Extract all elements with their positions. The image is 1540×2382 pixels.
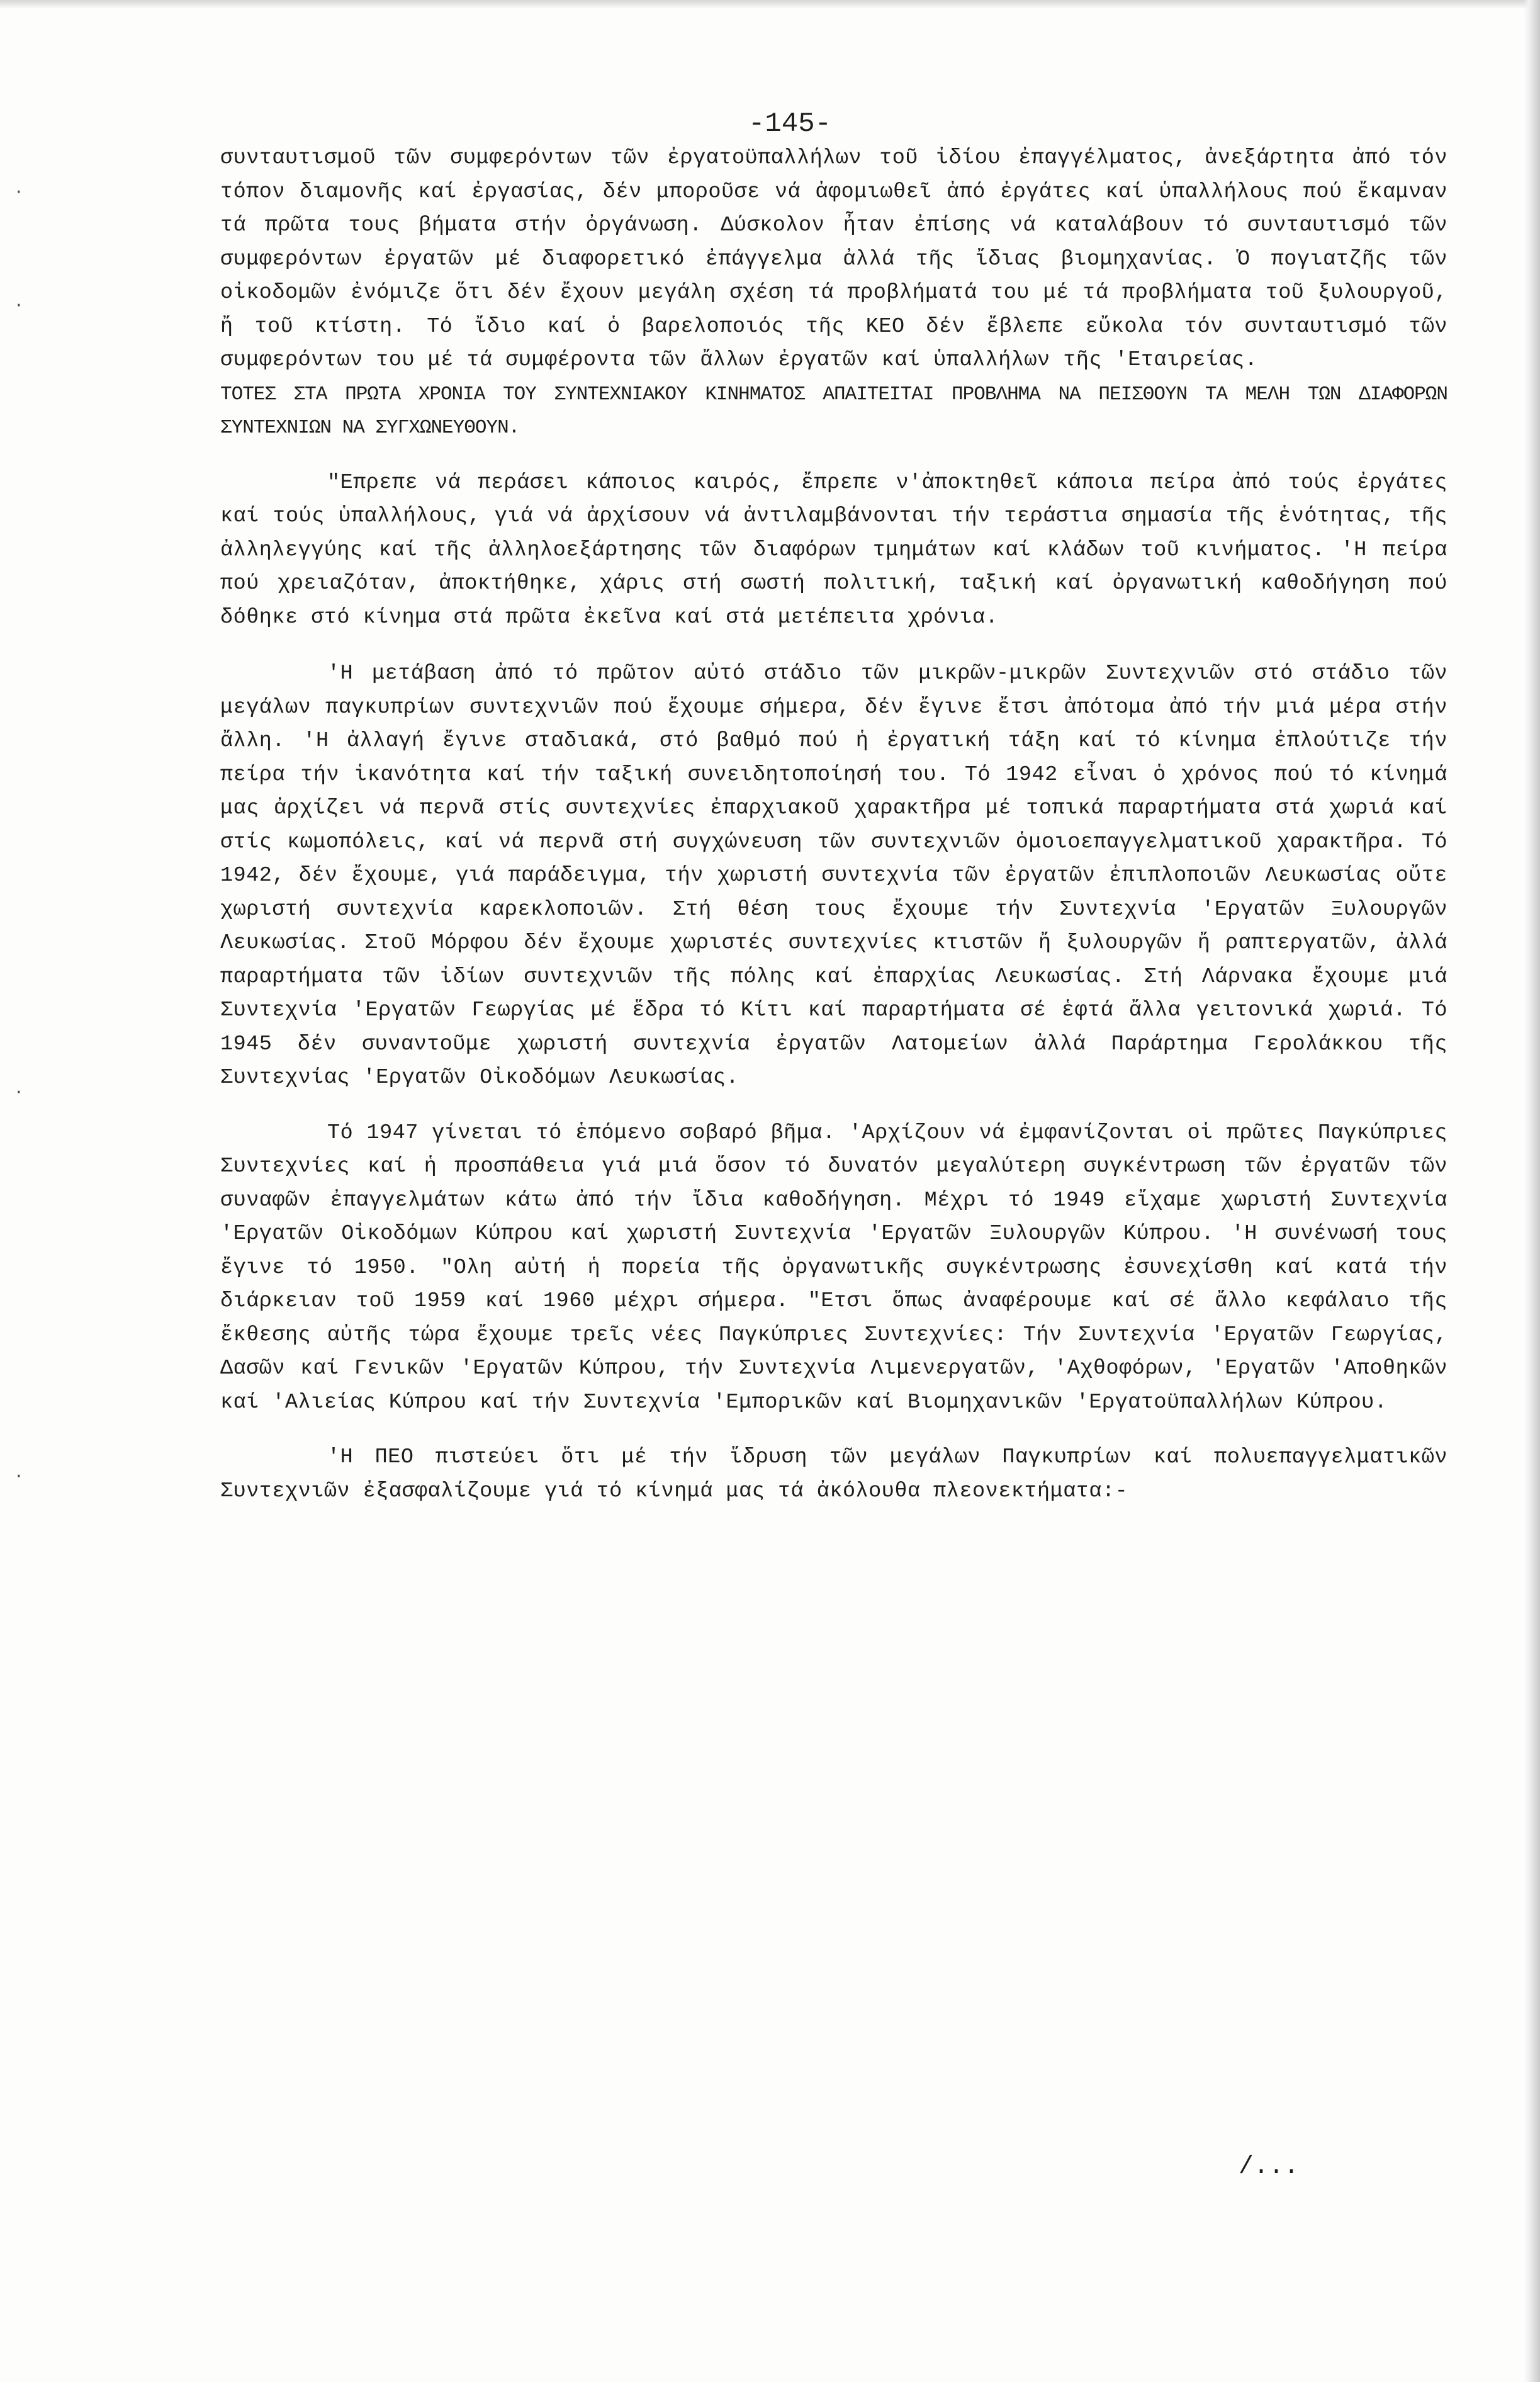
margin-punch-mark: · [14,1083,24,1102]
scan-edge-top [0,0,1540,9]
margin-punch-mark: · [14,1467,24,1486]
margin-punch-mark: · [14,296,24,315]
paragraph-4: 'Η μετάβαση ἀπό τό πρῶτον αὐτό στάδιο τῶν μικρῶν-μικρῶν Συντεχνιῶν στό στάδιο τῶν μεγάλων παγκυπρίων συντεχνιῶν πού ἔχουμε σήμερα, δέν ἔγινε ἔτσι ἀπότομα ἀπό τήν μιά μέρα στήν ἄλλη. 'Η ἀλλαγή ἔγινε σταδιακά, στό βαθμό πού ἡ ἐργατική τάξη καί τό κίνημα ἐπλούτιζε τήν πείρα τήν ἱκανότητα καί τήν ταξική συνειδητοποίησή του. Τό 1942 εἶναι ὁ χρόνος πού τό κίνημά μας ἀρχίζει νά περνᾶ στίς συντεχνίες ἐπαρχιακοῦ χαρακτῆρα μέ τοπικά παραρτήματα στά χωριά καί στίς κωμοπόλεις, καί νά περνᾶ στή συγχώνευση τῶν συντεχνιῶν ὁμοιοεπαγγελματικοῦ χαρακτῆρα. Τό 1942, δέν ἔχουμε, γιά παράδειγμα, τήν χωριστή συντεχνία τῶν ἐργατῶν ἐπιπλοποιῶν Λευκωσίας οὔτε χωριστή συντεχνία καρεκλοποιῶν. Στή θέση τους ἔχουμε τήν Συντεχνία 'Εργατῶν Ξυλουργῶν Λευκωσίας. Στοῦ Μόρφου δέν ἔχουμε χωριστές συντεχνίες κτιστῶν ἤ ξυλουργῶν ἤ ραπτεργατῶν, ἀλλά παραρτήματα τῶν ἰδίων συντεχνιῶν τῆς πόλης καί ἐπαρχίας Λευκωσίας. Στή Λάρνακα ἔχουμε μιά Συντεχνία 'Εργατῶν Γεωργίας μέ ἕδρα τό Κίτι καί παραρτήματα σέ ἑφτά ἄλλα γειτονικά χωριά. Τό 1945 δέν συναντοῦμε χωριστή συντεχνία ἐργατῶν Λατομείων ἀλλά Παράρτημα Γερολάκκου τῆς Συντεχνίας 'Εργατῶν Οἰκοδόμων Λευκωσίας. [220,662,1447,1090]
paragraph-6: 'Η ΠΕΟ πιστεύει ὅτι μέ τήν ἵδρυση τῶν μεγάλων Παγκυπρίων καί πολυεπαγγελματικῶν Συντεχνιῶν ἐξασφαλίζουμε γιά τό κίνημά μας τά ἀκόλουθα πλεονεκτήματα:- [220,1445,1447,1503]
paragraph-5: Τό 1947 γίνεται τό ἑπόμενο σοβαρό βῆμα. 'Αρχίζουν νά ἐμφανίζονται οἱ πρῶτες Παγκύπριες Συντεχνίες καί ἡ προσπάθεια γιά μιά ὅσον τό δυνατόν μεγαλύτερη συγκέντρωση τῶν ἐργατῶν τῶν συναφῶν ἐπαγγελμάτων κάτω ἀπό τήν ἴδια καθοδήγηση. Μέχρι τό 1949 εἴχαμε χωριστή Συντεχνία 'Εργατῶν Οἰκοδόμων Κύπρου καί χωριστή Συντεχνία 'Εργατῶν Ξυλουργῶν Κύπρου. 'Η συνένωσή τους ἔγινε τό 1950. "Ολη αὐτή ἡ πορεία τῆς ὀργανωτικῆς συγκέντρωσης ἐσυνεχίσθη καί κατά τήν διάρκειαν τοῦ 1959 καί 1960 μέχρι σήμερα. "Ετσι ὅπως ἀναφέρουμε καί σέ ἄλλο κεφάλαιο τῆς ἔκθεσης αὐτῆς τώρα ἔχουμε τρεῖς νέες Παγκύπριες Συντεχνίες: Τήν Συντεχνία 'Εργατῶν Γεωργίας, Δασῶν καί Γενικῶν 'Εργατῶν Κύπρου, τήν Συντεχνία Λιμενεργατῶν, 'Αχθοφόρων, 'Εργατῶν 'Αποθηκῶν καί 'Αλιείας Κύπρου καί τήν Συντεχνία 'Εμπορικῶν καί Βιομηχανικῶν 'Εργατοϋπαλλήλων Κύπρου. [220,1120,1447,1414]
scan-edge-right [1524,0,1540,2382]
paragraph-3: "Επρεπε νά περάσει κάποιος καιρός, ἔπρεπε ν'ἀποκτηθεῖ κάποια πείρα ἀπό τούς ἐργάτες καί τούς ὑπαλλήλους, γιά νά ἀρχίσουν νά ἀντιλαμβάνονται τήν τεράστια σημασία τῆς ἑνότητας, τῆς ἀλληλεγγύης καί τῆς ἀλληλοεξάρτησης τῶν διαφόρων τμημάτων καί κλάδων τοῦ κινήματος. 'Η πείρα πού χρειαζόταν, ἀποκτήθηκε, χάρις στή σωστή πολιτική, ταξική καί ὀργανωτική καθοδήγηση πού δόθηκε στό κίνημα στά πρῶτα ἐκεῖνα καί στά μετέπειτα χρόνια. [220,470,1447,629]
body-text [220,142,1447,1508]
paragraph-2-caps: ΤΟΤΕΣ ΣΤΑ ΠΡΩΤΑ ΧΡΟΝΙΑ ΤΟΥ ΣΥΝΤΕΧΝΙΑΚΟΥ ΚΙΝΗΜΑΤΟΣ ΑΠΑΙΤΕΙΤΑΙ ΠΡΟΒΛΗΜΑ ΝΑ ΠΕΙΣΘΟΥΝ ΤΑ ΜΕΛΗ ΤΩΝ ΔΙΑΦΟΡΩΝ ΣΥΝΤΕΧΝΙΩΝ ΝΑ ΣΥΓΧΩΝΕΥΘΟΥΝ. [220,383,1447,439]
continuation-mark: /... [1239,2153,1300,2181]
paragraph-1: συνταυτισμοῦ τῶν συμφερόντων τῶν ἐργατοϋπαλλήλων τοῦ ἰδίου ἐπαγγέλματος, ἀνεξάρτητα ἀπό τόν τόπον διαμονῆς καί ἐργασίας, δέν μποροῦσε νά ἀφομιωθεῖ ἀπό ἐργάτες καί ὑπαλλήλους πού ἔκαμναν τά πρῶτα τους βήματα στήν ὀργάνωση. Δύσκολον ἦταν ἐπίσης νά καταλάβουν τό συνταυτισμό τῶν συμφερόντων ἐργατῶν μέ διαφορετικό ἐπάγγελμα ἀλλά τῆς ἴδιας βιομηχανίας. Ὁ πογιατζῆς τῶν οἰκοδομῶν ἐνόμιζε ὅτι δέν ἔχουν μεγάλη σχέση τά προβλήματά του μέ τά προβλήματα τοῦ ξυλουργοῦ, ἤ τοῦ κτίστη. Τό ἴδιο καί ὁ βαρελοποιός τῆς ΚΕΟ δέν ἔβλεπε εὔκολα τόν συνταυτισμό τῶν συμφερόντων του μέ τά συμφέροντα τῶν ἄλλων ἐργατῶν καί ὑπαλλήλων τῆς 'Εταιρείας. [220,146,1447,372]
page-number: -145- [748,108,832,140]
margin-punch-mark: · [14,183,24,201]
